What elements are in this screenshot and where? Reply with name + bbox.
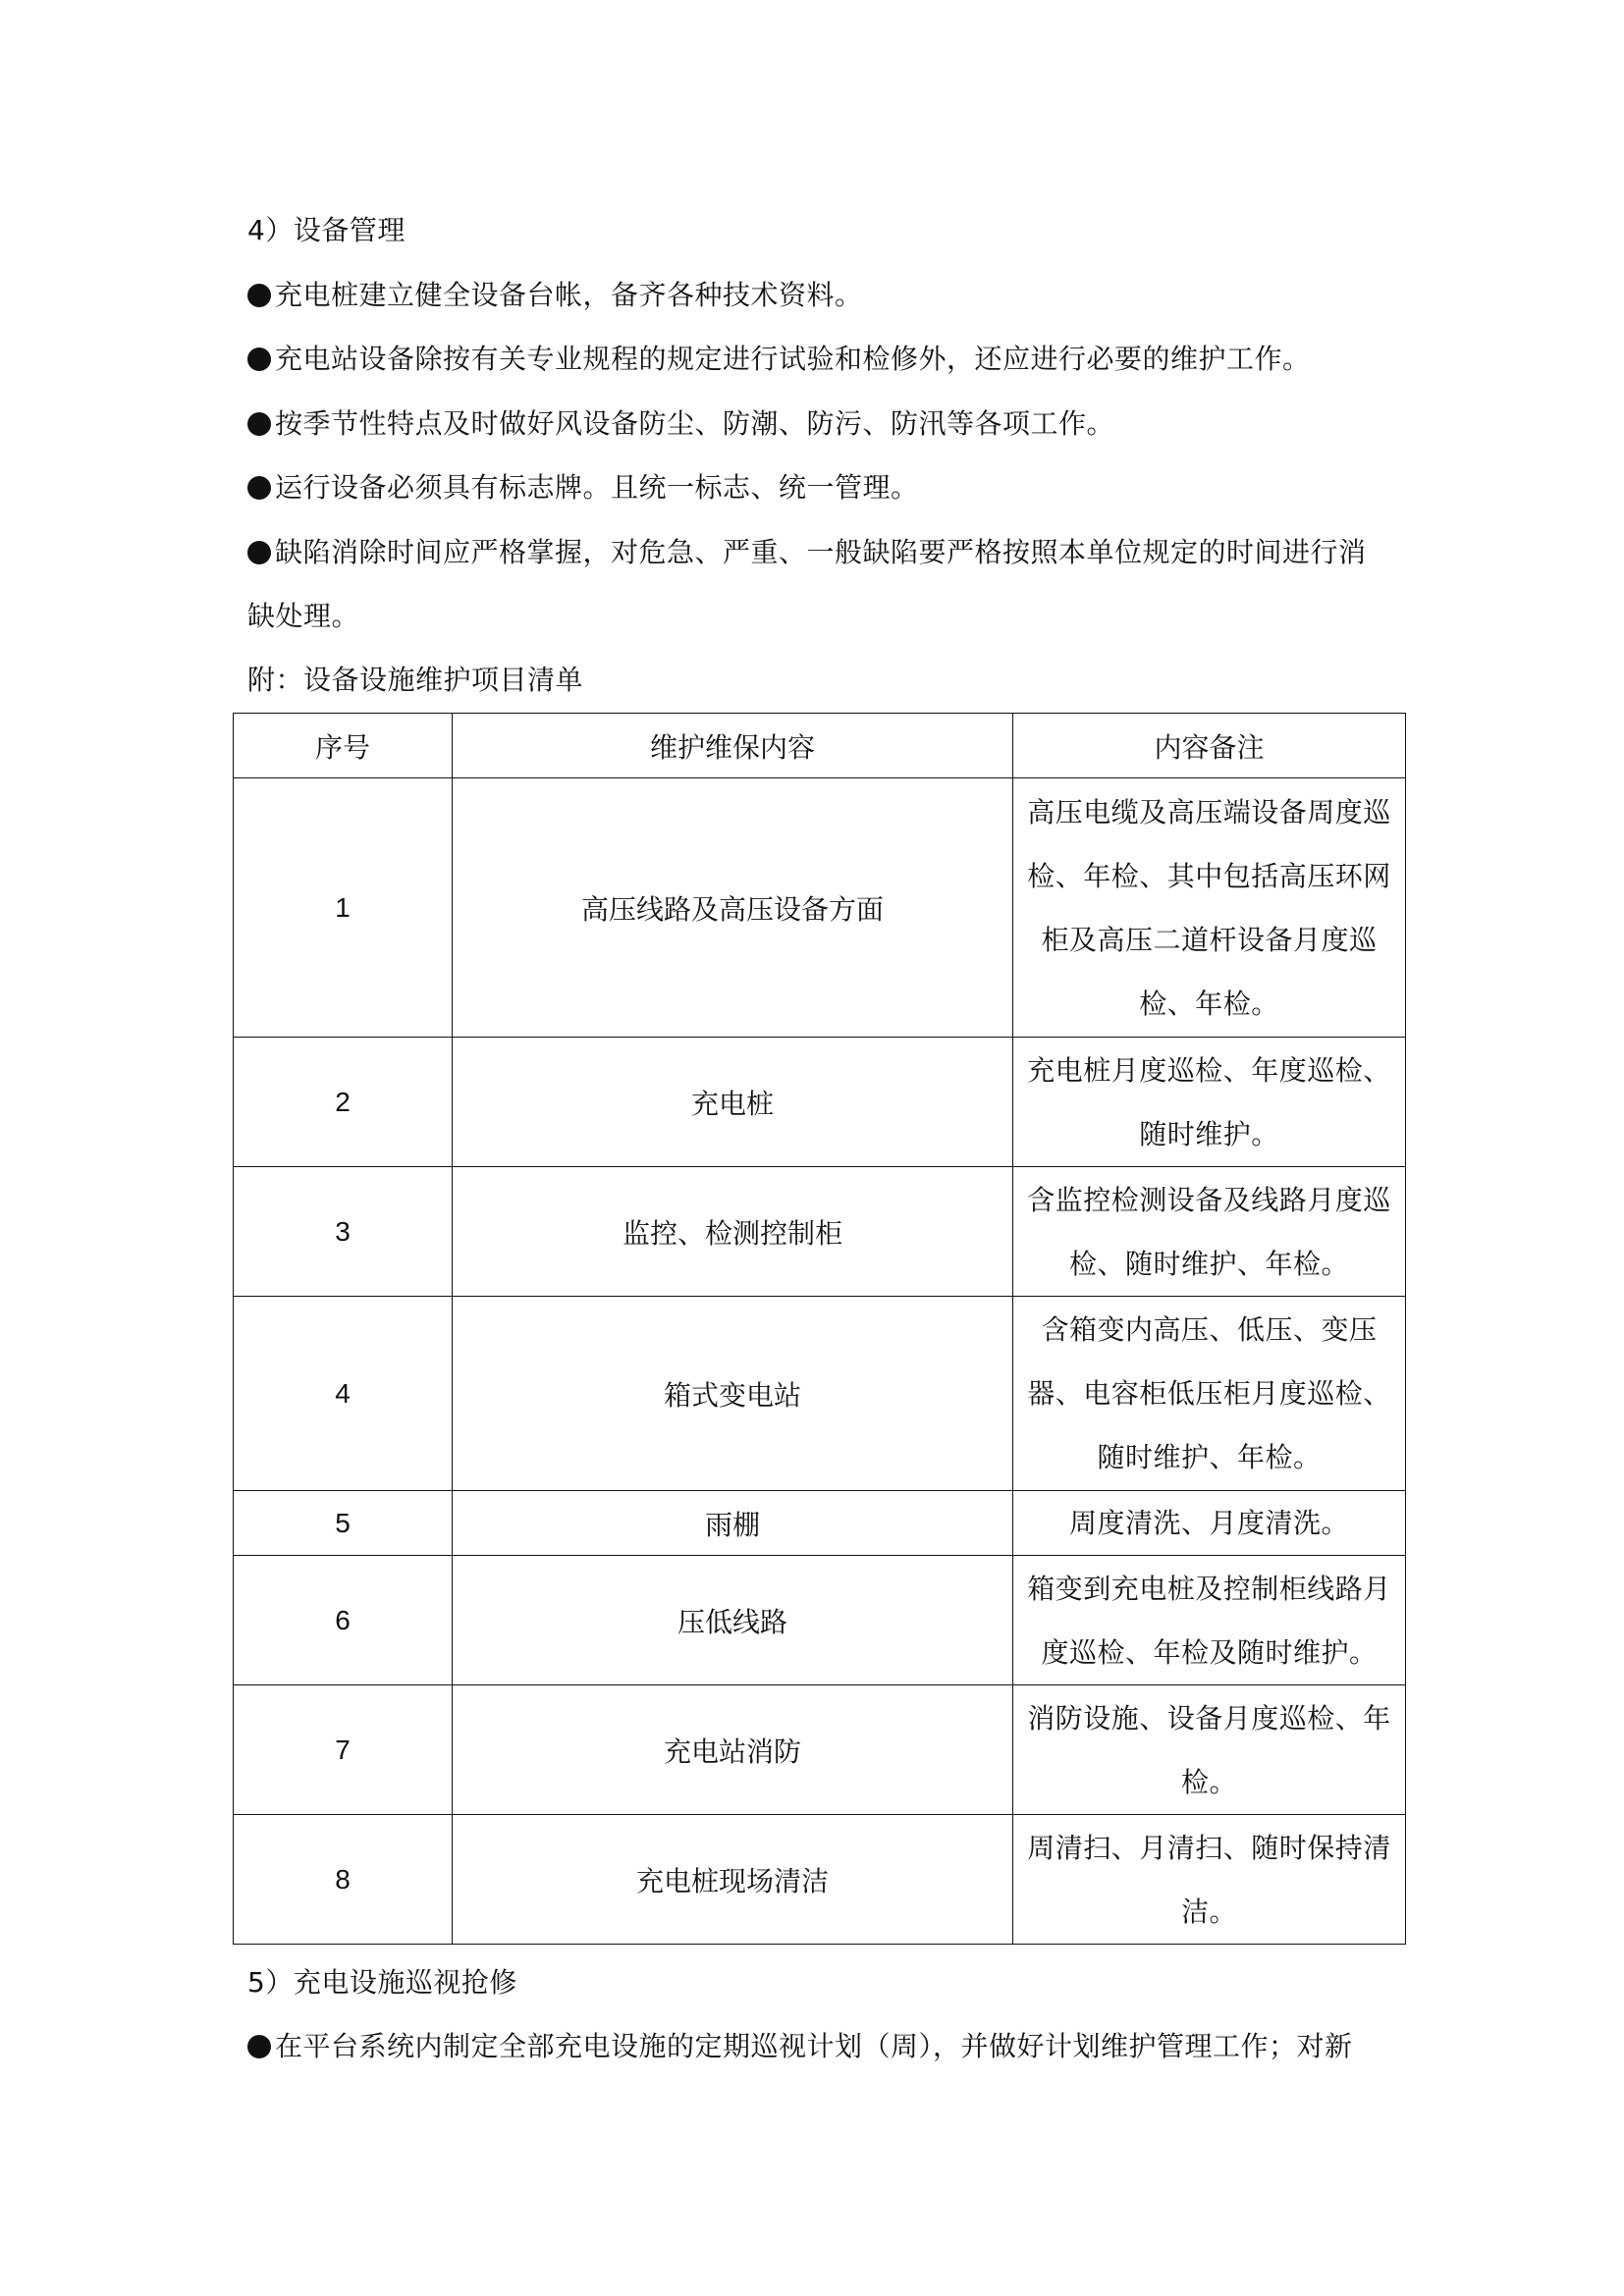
row-note: 高压电缆及高压端设备周度巡检、年检、其中包括高压环网柜及高压二道杆设备月度巡检、年检。 (1027, 795, 1391, 1020)
section-4-heading: 4）设备管理 (247, 214, 406, 246)
row-content: 高压线路及高压设备方面 (453, 778, 1013, 1038)
row-number: 4 (234, 1297, 453, 1491)
table-row (234, 1297, 1406, 1491)
row-content: 压低线路 (453, 1556, 1013, 1685)
row-content: 充电桩现场清洁 (453, 1815, 1013, 1945)
section-5-heading: 5）充电设施巡视抢修 (247, 1966, 517, 1999)
row-content: 监控、检测控制柜 (453, 1167, 1013, 1297)
bullet-icon (247, 476, 271, 500)
row-content: 充电站消防 (453, 1685, 1013, 1815)
table-row (234, 1038, 1406, 1167)
row-note: 含箱变内高压、低压、变压器、电容柜低压柜月度巡检、随时维护、年检。 (1027, 1313, 1391, 1473)
row-content: 充电桩 (453, 1038, 1013, 1167)
bullet-icon (247, 347, 271, 371)
table-row (234, 1685, 1406, 1815)
row-content: 雨棚 (453, 1491, 1013, 1556)
row-number: 8 (234, 1815, 453, 1945)
bullet-item (247, 533, 1367, 572)
bullet-text: 运行设备必须具有标志牌。且统一标志、统一管理。 (275, 471, 919, 504)
row-number: 6 (234, 1556, 453, 1685)
row-note: 周清扫、月清扫、随时保持清洁。 (1027, 1831, 1391, 1928)
row-number: 3 (234, 1167, 453, 1297)
bullet-item (247, 404, 1114, 444)
bullet-icon (247, 541, 271, 564)
row-number: 2 (234, 1038, 453, 1167)
table-row (234, 1167, 1406, 1297)
row-note: 消防设施、设备月度巡检、年检。 (1027, 1701, 1391, 1798)
bullet-item (247, 340, 1311, 379)
bullet-item (247, 468, 919, 507)
bullet-text: 缺陷消除时间应严格掌握，对危急、严重、一般缺陷要严格按照本单位规定的时间进行消 (275, 536, 1367, 568)
bullet-text: 充电站设备除按有关专业规程的规定进行试验和检修外，还应进行必要的维护工作。 (275, 343, 1311, 375)
bullet-item (247, 276, 863, 315)
row-content: 箱式变电站 (453, 1297, 1013, 1491)
row-note-cell (1013, 778, 1406, 1038)
maintenance-table (233, 713, 1406, 1945)
header-cell: 内容备注 (1013, 714, 1406, 778)
row-note-cell (1013, 1491, 1406, 1556)
table-row (234, 778, 1406, 1038)
table-row (234, 1491, 1406, 1556)
row-note-cell (1013, 1297, 1406, 1491)
bullet-continuation: 缺处理。 (247, 600, 360, 632)
row-note: 充电桩月度巡检、年度巡检、随时维护。 (1027, 1053, 1391, 1150)
row-note-cell (1013, 1815, 1406, 1945)
table-header-row (234, 714, 1406, 778)
row-note-cell (1013, 1038, 1406, 1167)
appendix-title: 附：设备设施维护项目清单 (247, 664, 584, 696)
bullet-text: 充电桩建立健全设备台帐，备齐各种技术资料。 (275, 279, 863, 311)
table-row (234, 1556, 1406, 1685)
row-note: 周度清洗、月度清洗。 (1068, 1507, 1349, 1539)
row-note: 含监控检测设备及线路月度巡检、随时维护、年检。 (1027, 1183, 1391, 1280)
row-number: 7 (234, 1685, 453, 1815)
row-number: 1 (234, 778, 453, 1038)
header-cell: 维护维保内容 (453, 714, 1013, 778)
bullet-item (247, 2027, 1353, 2066)
bullet-icon (247, 412, 271, 436)
header-cell: 序号 (234, 714, 453, 778)
table-row (234, 1815, 1406, 1945)
bullet-text: 按季节性特点及时做好风设备防尘、防潮、防污、防汛等各项工作。 (275, 407, 1115, 440)
row-note: 箱变到充电桩及控制柜线路月度巡检、年检及随时维护。 (1027, 1572, 1391, 1669)
bullet-text: 在平台系统内制定全部充电设施的定期巡视计划（周），并做好计划维护管理工作；对新 (275, 2030, 1353, 2062)
bullet-icon (247, 284, 271, 307)
bullet-icon (247, 2035, 271, 2058)
row-note-cell (1013, 1167, 1406, 1297)
row-number: 5 (234, 1491, 453, 1556)
row-note-cell (1013, 1685, 1406, 1815)
row-note-cell (1013, 1556, 1406, 1685)
